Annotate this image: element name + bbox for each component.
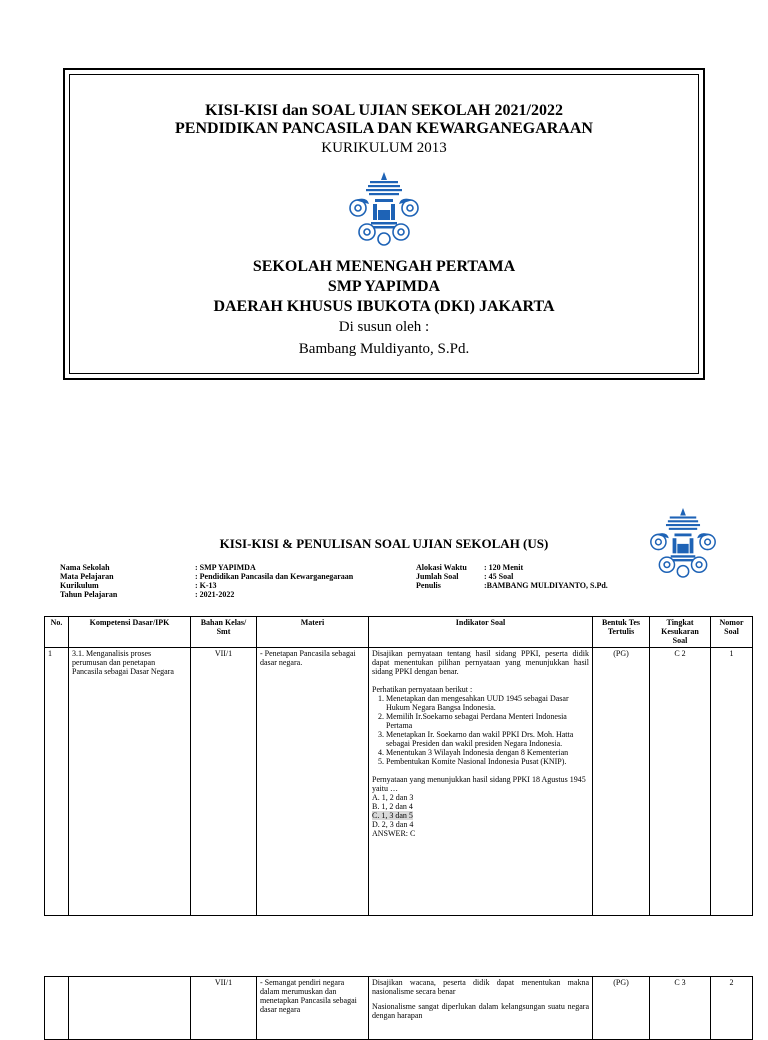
header-bentuk: Bentuk Tes Tertulis (593, 617, 650, 648)
table-row (45, 648, 753, 916)
list-item: 2. Memilih Ir.Soekarno sebagai Perdana Menteri Indonesia Pertama (386, 712, 589, 730)
info-left-values (195, 563, 353, 599)
cell-kelas: VII/1 (191, 648, 257, 916)
info-label: Tahun Pelajaran (60, 590, 118, 599)
cover-title-line2: PENDIDIKAN PANCASILA DAN KEWARGANEGARAAN (175, 120, 593, 137)
info-label: Alokasi Waktu (416, 563, 467, 572)
table-header-row (45, 617, 753, 648)
info-right-labels (416, 563, 467, 590)
cover-author: Bambang Muldiyanto, S.Pd. (298, 341, 470, 357)
cell-nomor: 2 (711, 977, 753, 1040)
info-label: Penulis (416, 581, 441, 590)
list-item: 3. Menetapkan Ir. Soekarno dan wakil PPKI Drs. Moh. Hatta sebagai Presiden dan wakil presiden Negara Indonesia. (386, 730, 589, 748)
list-item: 1. Menetapkan dan mengesahkan UUD 1945 sebagai Dasar Hukum Negara Bangsa Indonesia. (386, 694, 589, 712)
cell-kelas: VII/1 (191, 977, 257, 1040)
cover-school-line1: SEKOLAH MENENGAH PERTAMA (252, 258, 516, 275)
kisi-table-continued (44, 976, 753, 1040)
cover-title-line3: KURIKULUM 2013 (321, 140, 447, 156)
options-list (372, 793, 589, 829)
cover-title-line1: KISI-KISI dan SOAL UJIAN SEKOLAH 2021/2022 (205, 102, 563, 119)
school-logo-icon (347, 170, 421, 246)
header-no: No. (45, 617, 69, 648)
cover-inner-frame (69, 74, 699, 374)
indikator-intro: Disajikan wacana, peserta didik dapat menentukan makna nasionalisme secara benar (372, 978, 589, 996)
indikator-question: Pernyataan yang menunjukkan hasil sidang PPKI 18 Agustus 1945 yaitu … (372, 775, 586, 793)
answer-key: ANSWER: C (372, 829, 416, 838)
cell-kd (69, 977, 191, 1040)
cell-tingkat: C 2 (650, 648, 711, 916)
cell-no (45, 977, 69, 1040)
header-kelas: Bahan Kelas/ Smt (191, 617, 257, 648)
option-b: B. 1, 2 dan 4 (372, 802, 413, 811)
info-label: Mata Pelajaran (60, 572, 114, 581)
table-row (45, 977, 753, 1040)
school-logo-small-icon (648, 506, 718, 578)
cell-no: 1 (45, 648, 69, 916)
header-tingkat: Tingkat Kesukaran Soal (650, 617, 711, 648)
info-value: : 2021-2022 (195, 590, 235, 599)
info-value: : SMP YAPIMDA (195, 563, 256, 572)
cell-materi: - Semangat pendiri negara dalam merumuskan dan menetapkan Pancasila sebagai dasar negara (257, 977, 369, 1040)
info-value: :BAMBANG MULDIYANTO, S.Pd. (484, 581, 608, 590)
cell-indikator (369, 977, 593, 1040)
indikator-perhatikan: Perhatikan pernyataan berikut : (372, 685, 473, 694)
list-item: 4. Menentukan 3 Wilayah Indonesia dengan 8 Kementerian (386, 748, 589, 757)
cover-school-line3: DAERAH KHUSUS IBUKOTA (DKI) JAKARTA (213, 298, 555, 315)
statement-list (372, 694, 589, 766)
cell-indikator (369, 648, 593, 916)
header-kd: Kompetensi Dasar/IPK (69, 617, 191, 648)
header-indikator: Indikator Soal (369, 617, 593, 648)
kisi-table (44, 616, 753, 916)
info-value: : K-13 (195, 581, 217, 590)
cell-bentuk: (PG) (593, 977, 650, 1040)
info-left-labels (60, 563, 117, 599)
info-value: : 45 Soal (484, 572, 514, 581)
option-d: D. 2, 3 dan 4 (372, 820, 414, 829)
info-value: : Pendidikan Pancasila dan Kewarganegaraan (195, 572, 354, 581)
header-materi: Materi (257, 617, 369, 648)
indikator-text: Nasionalisme sangat diperlukan dalam kelangsungan suatu negara dengan harapan (372, 1002, 589, 1020)
cell-kd: 3.1. Menganalisis proses perumusan dan penetapan Pancasila sebagai Dasar Negara (69, 648, 191, 916)
header-nomor: Nomor Soal (711, 617, 753, 648)
info-right-values (484, 563, 608, 590)
cell-tingkat: C 3 (650, 977, 711, 1040)
info-label: Nama Sekolah (60, 563, 110, 572)
info-value: : 120 Menit (484, 563, 524, 572)
cover-school-line2: SMP YAPIMDA (327, 278, 441, 295)
sheet-title: KISI-KISI & PENULISAN SOAL UJIAN SEKOLAH (US) (219, 536, 549, 551)
info-label: Jumlah Soal (416, 572, 459, 581)
cell-nomor: 1 (711, 648, 753, 916)
cover-frame (63, 68, 705, 380)
info-label: Kurikulum (60, 581, 99, 590)
cover-prepared-label: Di susun oleh : (338, 319, 430, 335)
cell-bentuk: (PG) (593, 648, 650, 916)
indikator-intro: Disajikan pernyataan tentang hasil sidang PPKI, peserta didik dapat menentukan pilihan pernyataan yang menunjukkan hasil sidang PPKI dengan benar. (372, 649, 589, 676)
option-a: A. 1, 2 dan 3 (372, 793, 414, 802)
list-item: 5. Pembentukan Komite Nasional Indonesia Pusat (KNIP). (386, 757, 589, 766)
option-c: C. 1, 3 dan 5 (372, 811, 413, 820)
cell-materi: - Penetapan Pancasila sebagai dasar negara. (257, 648, 369, 916)
